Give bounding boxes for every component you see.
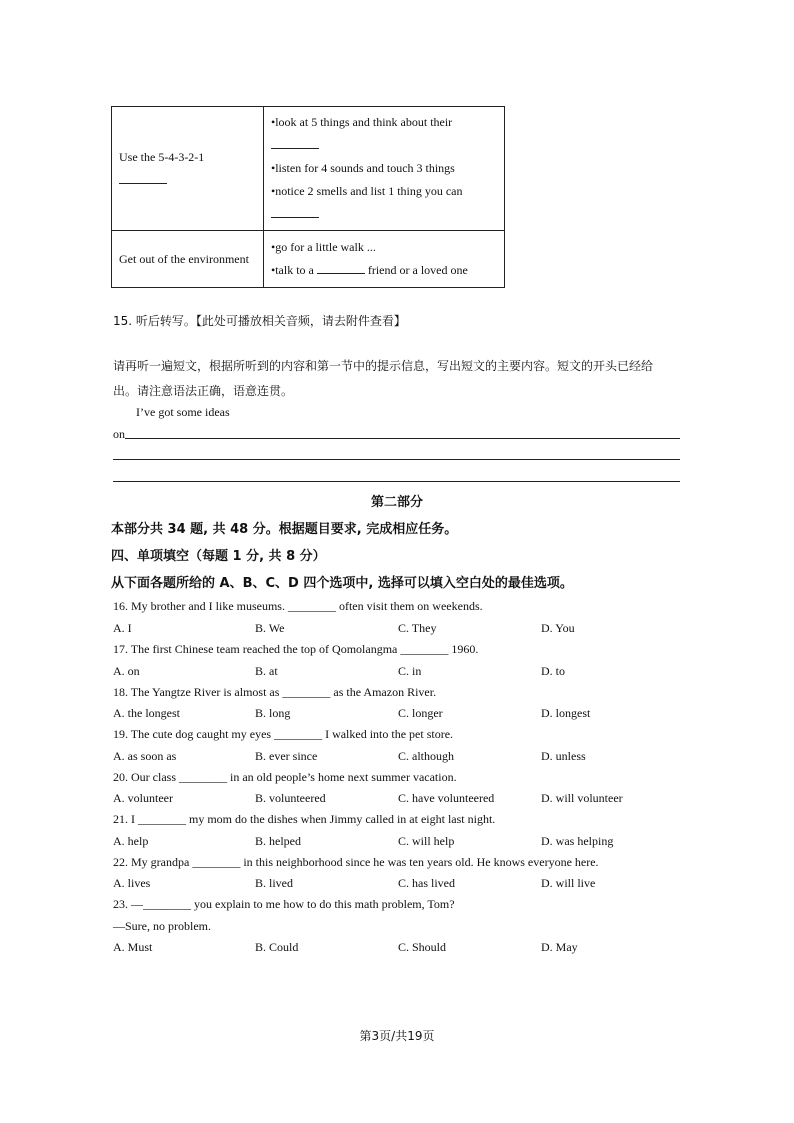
question-15-title: 15. 听后转写。【此处可播放相关音频，请去附件查看】 <box>113 314 406 328</box>
question-stem: 22. My grandpa ________ in this neighborhood since he was ten years old. He knows everyone here. <box>113 855 599 869</box>
option-a[interactable]: A. on <box>113 664 140 678</box>
table-row <box>112 231 505 288</box>
option-c[interactable]: C. Should <box>398 940 447 954</box>
option-b[interactable]: B. helped <box>255 834 301 848</box>
section-direction: 从下面各题所给的 A、B、C、D 四个选项中, 选择可以填入空白处的最佳选项。 <box>111 576 573 591</box>
option-b[interactable]: B. volunteered <box>255 791 326 805</box>
cell-text: Get out of the environment <box>119 251 249 266</box>
option-c[interactable]: C. longer <box>398 706 443 720</box>
option-a[interactable]: A. I <box>113 621 132 635</box>
table-cell <box>112 231 264 288</box>
writing-line[interactable] <box>113 459 680 460</box>
passage-start: I’ve got some ideas <box>136 405 230 419</box>
answer-blank <box>317 261 365 274</box>
option-c[interactable]: C. will help <box>398 834 455 848</box>
cell-text: •go for a little walk ... <box>271 240 376 254</box>
option-b[interactable]: B. Could <box>255 940 299 954</box>
tips-table <box>111 106 505 288</box>
option-b[interactable]: B. ever since <box>255 749 318 763</box>
cell-text: •listen for 4 sounds and touch 3 things <box>271 161 455 175</box>
option-d[interactable]: D. will live <box>541 876 596 890</box>
question-stem: 19. The cute dog caught my eyes ________ I walked into the pet store. <box>113 727 454 741</box>
option-c[interactable]: C. in <box>398 664 422 678</box>
page-footer: 第3页/共19页 <box>359 1029 435 1043</box>
cell-text: friend or a loved one <box>367 263 468 277</box>
question-stem: 18. The Yangtze River is almost as ________ as the Amazon River. <box>113 685 437 699</box>
question-stem: 20. Our class ________ in an old people’s home next summer vacation. <box>113 770 457 784</box>
option-a[interactable]: A. Must <box>113 940 153 954</box>
cell-text: •talk to a <box>271 263 314 277</box>
table-cell <box>112 107 264 231</box>
part-intro: 本部分共 34 题, 共 48 分。根据题目要求, 完成相应任务。 <box>111 522 458 537</box>
option-d[interactable]: D. longest <box>541 706 591 720</box>
option-d[interactable]: D. to <box>541 664 565 678</box>
question-stem: 21. I ________ my mom do the dishes when Jimmy called in at eight last night. <box>113 812 496 826</box>
passage-start: on <box>113 427 125 441</box>
question-15-instruction: 请再听一遍短文，根据所听到的内容和第一节中的提示信息，写出短文的主要内容。短文的开头已经给 <box>113 359 654 373</box>
option-d[interactable]: D. unless <box>541 749 586 763</box>
option-a[interactable]: A. volunteer <box>113 791 173 805</box>
option-d[interactable]: D. was helping <box>541 834 614 848</box>
option-c[interactable]: C. although <box>398 749 454 763</box>
option-a[interactable]: A. lives <box>113 876 151 890</box>
option-b[interactable]: B. We <box>255 621 285 635</box>
option-c[interactable]: C. have volunteered <box>398 791 495 805</box>
cell-text: •look at 5 things and think about their <box>271 115 453 129</box>
cell-text: •notice 2 smells and list 1 thing you can <box>271 184 463 198</box>
writing-line[interactable] <box>125 438 680 439</box>
option-a[interactable]: A. as soon as <box>113 749 177 763</box>
option-a[interactable]: A. the longest <box>113 706 180 720</box>
cell-text: Use the 5-4-3-2-1 <box>119 149 205 164</box>
option-c[interactable]: C. has lived <box>398 876 455 890</box>
question-stem: —Sure, no problem. <box>113 919 211 933</box>
section-heading: 四、单项填空（每题 1 分, 共 8 分） <box>111 549 326 564</box>
option-b[interactable]: B. at <box>255 664 278 678</box>
option-d[interactable]: D. will volunteer <box>541 791 623 805</box>
question-15-instruction: 出。请注意语法正确，语意连贯。 <box>113 384 294 398</box>
option-c[interactable]: C. They <box>398 621 437 635</box>
question-stem: 17. The first Chinese team reached the top of Qomolangma ________ 1960. <box>113 642 479 656</box>
option-a[interactable]: A. help <box>113 834 149 848</box>
answer-blank <box>271 136 319 149</box>
writing-line[interactable] <box>113 481 680 482</box>
option-b[interactable]: B. lived <box>255 876 293 890</box>
table-cell <box>264 231 505 288</box>
option-d[interactable]: D. You <box>541 621 575 635</box>
question-stem: 23. —________ you explain to me how to do this math problem, Tom? <box>113 897 455 911</box>
question-stem: 16. My brother and I like museums. ________ often visit them on weekends. <box>113 599 483 613</box>
table-cell <box>264 107 505 231</box>
option-b[interactable]: B. long <box>255 706 291 720</box>
answer-blank <box>271 205 319 218</box>
part-heading: 第二部分 <box>370 495 423 510</box>
answer-blank <box>119 171 167 184</box>
table-row <box>112 107 505 231</box>
option-d[interactable]: D. May <box>541 940 578 954</box>
